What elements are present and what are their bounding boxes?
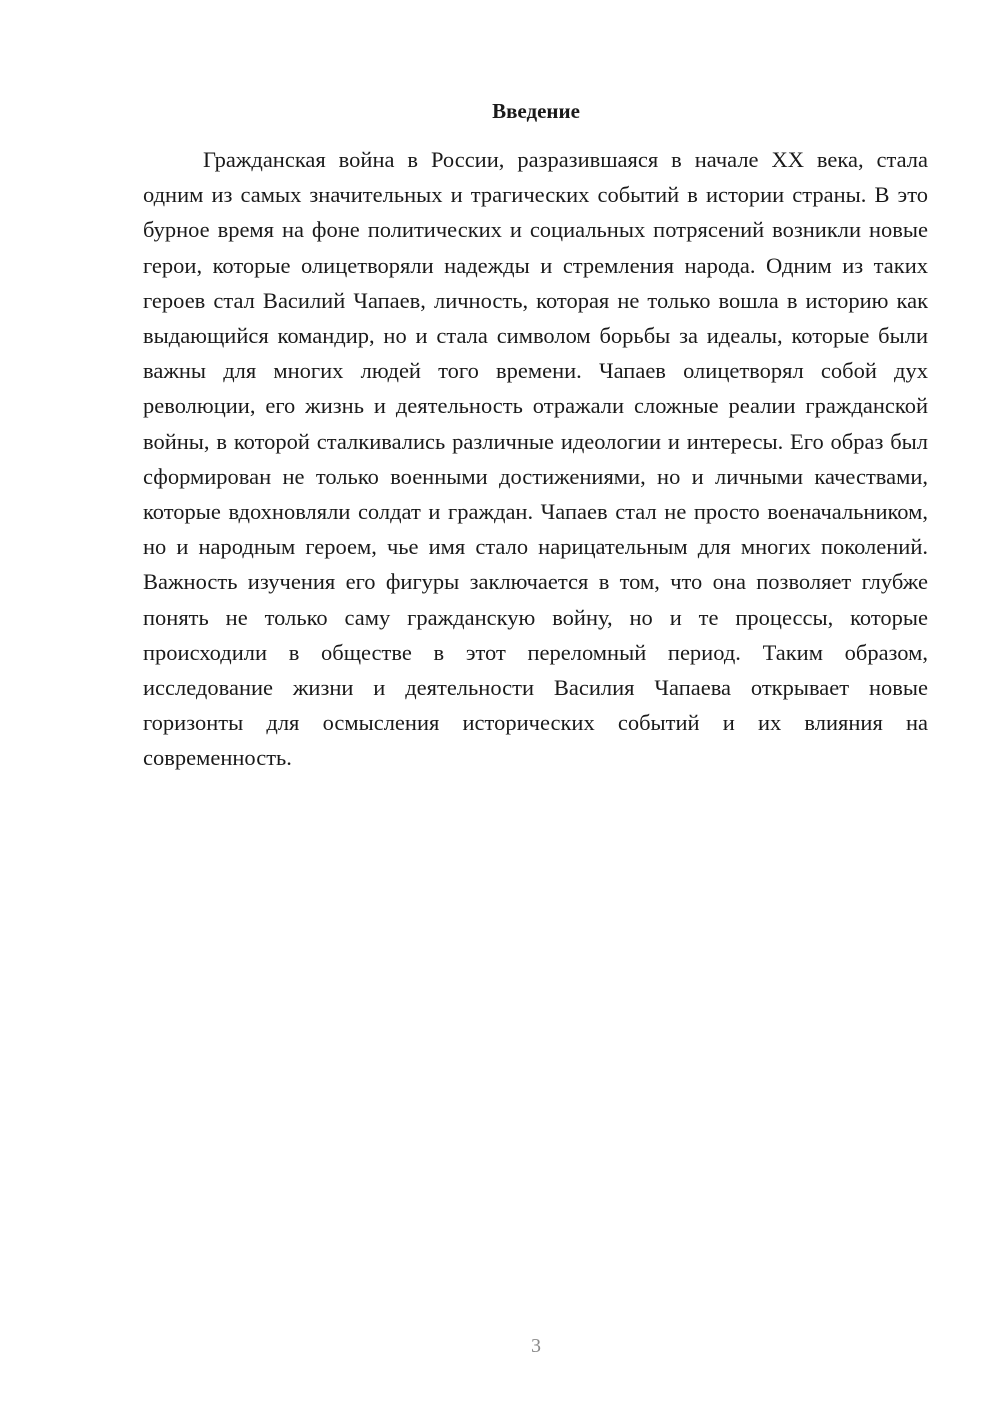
body-paragraph: Гражданская война в России, разразившаяся в начале XX века, стала одним из самых значительных и трагических событий в истории страны. В это бурное время на фоне политических и социальных потрясений возникли новые герои, которые олицетворяли надежды и стремления народа. Одним из таких героев стал Василий Чапаев, личность, которая не только вошла в историю как выдающийся командир, но и стала символом борьбы за идеалы, которые были важны для многих людей того времени. Чапаев олицетворял собой дух революции, его жизнь и деятельность отражали сложные реалии гражданской войны, в которой сталкивались различные идеологии и интересы. Его образ был сформирован не только военными достижениями, но и личными качествами, которые вдохновляли солдат и граждан. Чапаев стал не просто военачальником, но и народным героем, чье имя стало нарицательным для многих поколений. Важность изучения его фигуры заключается в том, что она позволяет глубже понять не только саму гражданскую войну, но и те процессы, которые происходили в обществе в этот переломный период. Таким образом, исследование жизни и деятельности Василия Чапаева открывает новые горизонты для осмысления исторических событий и их влияния на современность. — [143, 147, 928, 771]
page-number: 3 — [531, 1335, 541, 1357]
section-heading: Введение — [492, 99, 580, 123]
